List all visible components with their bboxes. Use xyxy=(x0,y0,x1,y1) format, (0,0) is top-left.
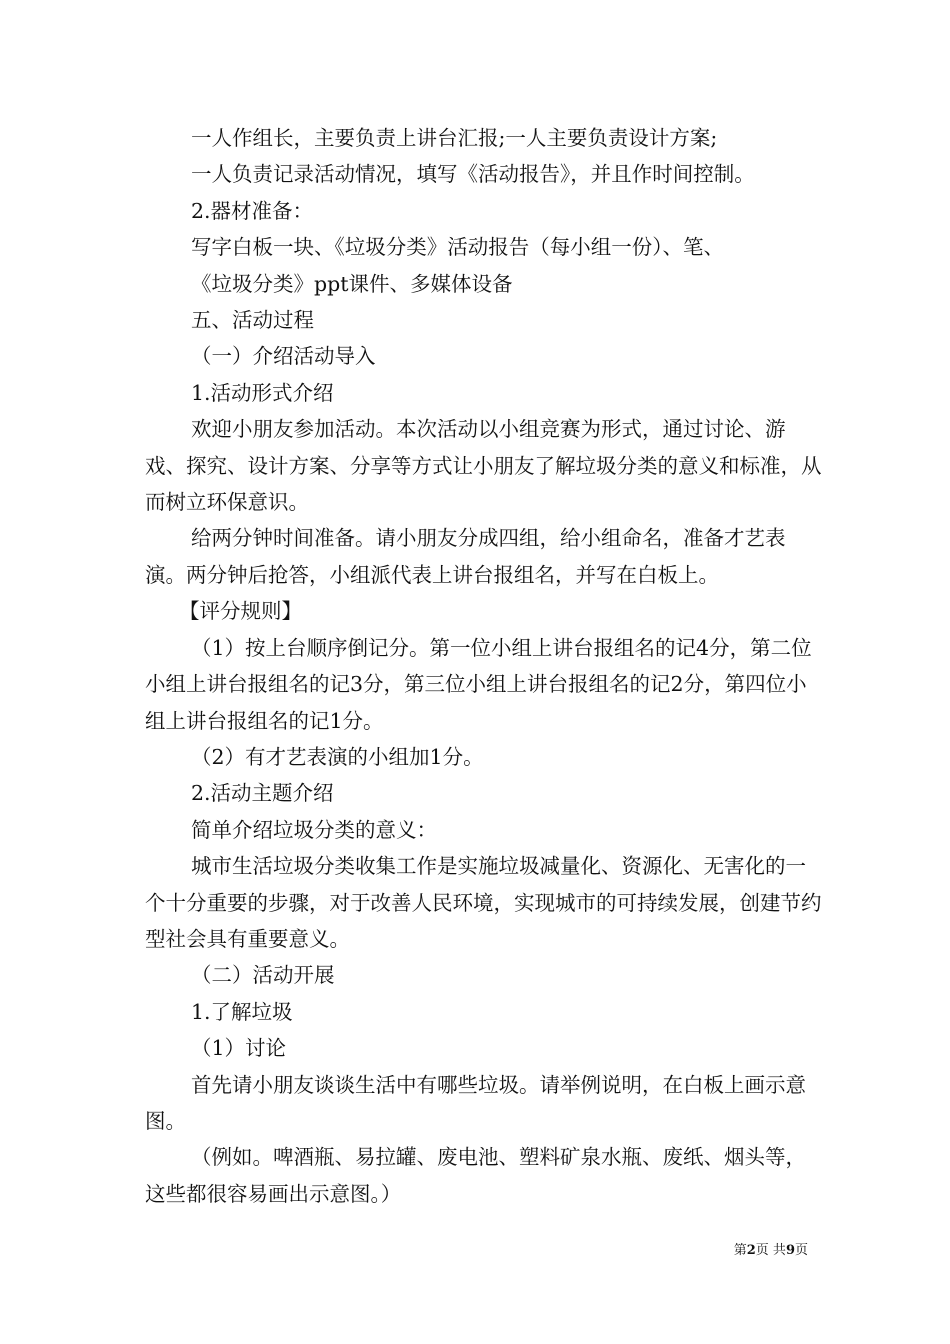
paragraph: （2）有才艺表演的小组加1分。 xyxy=(191,744,484,769)
paragraph: 1.活动形式介绍 xyxy=(191,380,334,405)
paragraph: （1）讨论 xyxy=(191,1036,287,1061)
footer-prefix: 第 xyxy=(733,1243,747,1258)
paragraph: 一人作组长，主要负责上讲台汇报;一人主要负责设计方案; xyxy=(191,126,718,150)
paragraph: 写字白板一块、《垃圾分类》活动报告（每小组一份）、笔、 xyxy=(191,235,724,260)
page-footer xyxy=(734,1243,808,1259)
paragraph: 2.活动主题介绍 xyxy=(191,781,334,806)
document-body xyxy=(145,120,825,1212)
paragraph: 一人负责记录活动情况，填写《活动报告》，并且作时间控制。 xyxy=(191,162,755,187)
paragraph: 城市生活垃圾分类收集工作是实施垃圾减量化、资源化、无害化的一个十分重要的步骤，对于改善人民环境，实现城市的可持续发展，创建节约型社会具有重要意义。 xyxy=(145,854,822,951)
total-page-count: 9 xyxy=(785,1243,795,1258)
paragraph: 2.器材准备： xyxy=(191,198,314,223)
paragraph: （一）介绍活动导入 xyxy=(191,344,376,369)
paragraph: 首先请小朋友谈谈生活中有哪些垃圾。请举例说明，在白板上画示意图。 xyxy=(145,1072,806,1133)
paragraph: （例如。啤酒瓶、易拉罐、废电池、塑料矿泉水瓶、废纸、烟头等，这些都很容易画出示意图。） xyxy=(145,1145,806,1206)
paragraph: 【评分规则】 xyxy=(179,599,302,624)
paragraph: 五、活动过程 xyxy=(191,308,314,333)
footer-middle: 页 共 xyxy=(755,1243,786,1258)
paragraph: 简单介绍垃圾分类的意义： xyxy=(191,817,437,842)
paragraph: （1）按上台顺序倒记分。第一位小组上讲台报组名的记4分，第二位小组上讲台报组名的记3分，第三位小组上讲台报组名的记2分，第四位小组上讲台报组名的记1分。 xyxy=(145,635,812,733)
footer-suffix: 页 xyxy=(794,1243,808,1258)
paragraph: 《垃圾分类》ppt课件、多媒体设备 xyxy=(191,271,513,296)
paragraph: 给两分钟时间准备。请小朋友分成四组，给小组命名，准备才艺表演。两分钟后抢答，小组派代表上讲台报组名，并写在白板上。 xyxy=(145,526,786,587)
current-page-number: 2 xyxy=(746,1243,756,1258)
paragraph: 1.了解垃圾 xyxy=(191,999,293,1024)
paragraph: （二）活动开展 xyxy=(191,963,335,988)
paragraph: 欢迎小朋友参加活动。本次活动以小组竞赛为形式，通过讨论、游戏、探究、设计方案、分享等方式让小朋友了解垃圾分类的意义和标准，从而树立环保意识。 xyxy=(145,417,822,515)
